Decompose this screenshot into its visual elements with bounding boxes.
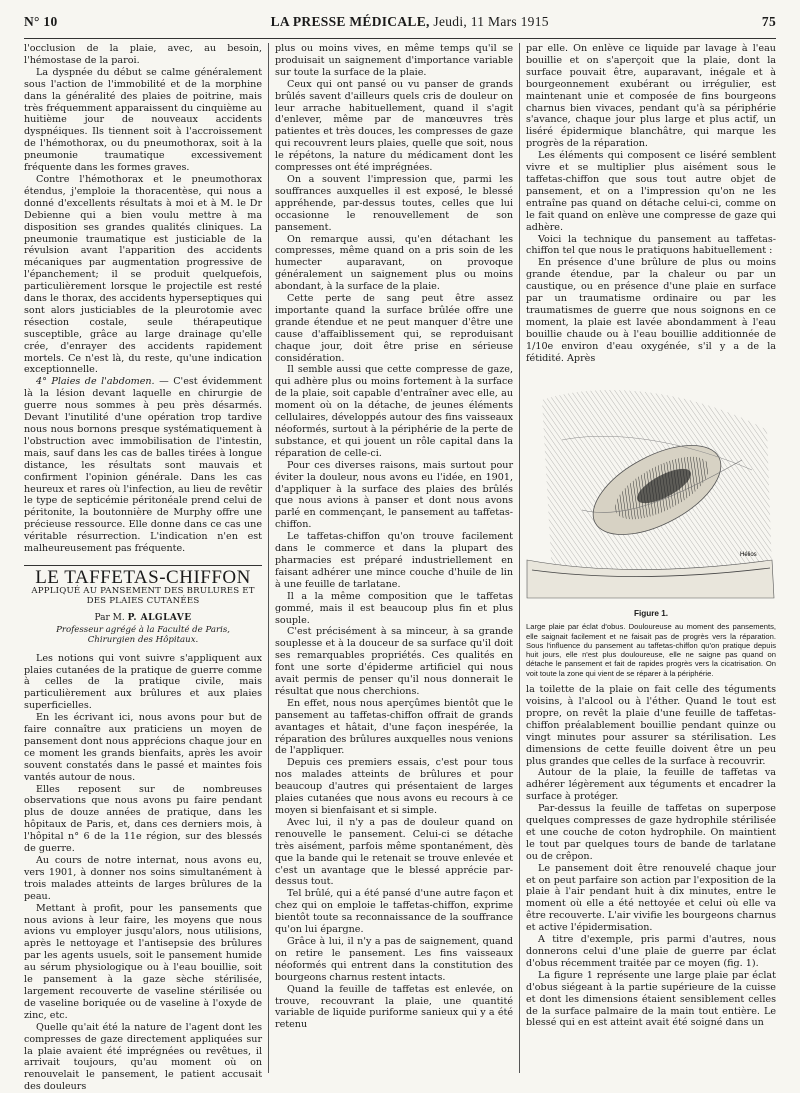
article-subtitle: APPLIQUÉ AU PANSEMENT DES BRULURES ET DES PLAIES CUTANÉES (31, 585, 255, 607)
author-prefix: Par M. (94, 612, 128, 623)
paragraph: Elles reposent sur de nombreuses observations que nous avons pu faire pendant plus de douze années de pratique, dans les hôpitaux de Paris, et, dans ces derniers mois, à l'hôpital n° 6 de la 11e région, sur des blessés de guerre. (24, 783, 263, 855)
column-divider (519, 43, 520, 1073)
paragraph: la toilette de la plaie on fait celle des téguments voisins, à l'alcool ou à l'éther. Quand le tout est propre, on revêt la plaie d'une feuille de taffetas-chiffon préalablement bouillie pendant quinze ou vingt minutes pour assurer sa stérilisation. Les dimensions de cette feuille doivent être un peu plus grandes que celles de la surface à recouvrir. (526, 684, 776, 767)
paragraph: l'occlusion de la plaie, avec, au besoin, l'hémostase de la paroi. (24, 43, 263, 66)
paragraph: Il semble aussi que cette compresse de gaze, qui adhère plus ou moins fortement à la surface de la plaie, soit capable d'entraîner avec elle, au moment où on la détache, de jeunes éléments cellulaires, développés autour des fins vaisseaux néoformés, surtout à la périphérie de la perte de substance, et qui jouent un rôle capital dans la réparation de celle-ci. (275, 364, 514, 459)
paragraph: Depuis ces premiers essais, c'est pour tous nos malades atteints de brûlures et pour beaucoup d'autres qui présentaient de larges plaies cutanées que nous avons eu recours à ce moyen si bienfaisant et si simple. (275, 757, 514, 816)
paragraph: C'est précisément à sa minceur, à sa grande souplesse et à la douceur de sa surface qu'il doit ses remarquables propriétés. Ces qualités en font une sorte d'épiderme artificiel qui nous avait permis de penser qu'il nous donnerait le résultat que nous cherchions. (275, 626, 514, 697)
paragraph: Le pansement doit être renouvelé chaque jour et on peut parfaire son action par l'exposition de la plaie à l'air pendant huit à dix minutes, entre le moment où elle a été nettoyée et celui où elle va être recouverte. L'air vivifie les bourgeons charnus et active l'épidermisation. (526, 862, 776, 934)
section-heading-abdomen: 4° Plaies de l'abdomen. (36, 376, 155, 388)
paragraph: Contre l'hémothorax et le pneumothorax étendus, j'emploie la thoracentèse, qui nous a donné d'excellents résultats à moi et à M. le Dr Debienne qui a bien voulu mettre à ma disposition ses grandes qualités cliniques. La pneumonie traumatique est justiciable de la révulsion avant l'apparition des accidents mécaniques par augmentation progressive de l'épanchement; il se produit quelquefois, particulièrement lorsque le projectile est resté dans le thorax, des accidents hyperseptiques qui sont alors justiciables de la pleurotomie avec résection costale, seule thérapeutique susceptible, grâce au large drainage qu'elle crée, d'enrayer des accidents rapidement mortels. Ce n'est là, du reste, qu'une indication exceptionnelle. (24, 173, 263, 376)
article-title: LE TAFFETAS-CHIFFON (35, 566, 251, 588)
article-author (24, 613, 262, 625)
paragraph-abdomen (24, 376, 262, 555)
abdomen-text: — C'est évidemment là la lésion devant laquelle en chirurgie de guerre nous sommes à peu près désarmés. Devant l'inutilité d'une opération trop tardive nous nous bornons presque systématiquement à l'obstruction avec immobilisation de l'intestin, mais, sauf dans les cas de balles tirées à longue distance, les résultats sont mauvais et confirment l'opinion générale. Dans les cas heureux et rares où l'infection, au lieu de revêtir le type de septicémie péritonéale prend celui de péritonite, la boutonnière de Murphy offre une précieuse ressource. Elle donne dans ce cas une véritable résurrection. L'indication n'en est malheureusement pas fréquente. (24, 376, 263, 555)
paragraph: On a souvent l'impression que, parmi les souffrances auxquelles il est exposé, le blessé appréhende, par-dessus toutes, celles que lui occasionne le renouvellement de son pansement. (275, 173, 514, 233)
journal-header (271, 14, 549, 30)
paragraph: On remarque aussi, qu'en détachant les compresses, même quand on a pris soin de les humecter auparavant, on provoque généralement un saignement plus ou moins abondant, à la surface de la plaie. (275, 233, 514, 293)
paragraph: Quand la feuille de taffetas est enlevée, on trouve, recouvrant la plaie, une quantité variable de liquide puriforme sanieux qui y a été retenu (275, 983, 514, 1031)
figure-caption: Large plaie par éclat d'obus. Douloureuse au moment des pansements, elle saignait facilement et ne faisait pas de progrès vers la réparation. Sous l'influence du pansement au taffetas-chiffon qu'on pratique depuis huit jours, elle n'est plus douloureuse, elle ne saigne pas quand on détache le pansement et fait de rapides progrès vers la cicatrisation. On voit toute la zone qui vient de se réparer à la périphérie. (526, 622, 776, 678)
masthead (24, 14, 776, 34)
column-1 (24, 43, 263, 1093)
title-rule (24, 565, 262, 566)
column-2 (275, 43, 513, 1073)
journal-name: LA PRESSE MÉDICALE, (270, 14, 430, 29)
columns (24, 43, 776, 1093)
paragraph: Voici la technique du pansement au taffetas-chiffon tel que nous le pratiquons habituellement : (526, 233, 776, 257)
figure-title: Figure 1. (633, 609, 669, 619)
paragraph: Cette perte de sang peut être assez importante quand la surface brûlée offre une grande étendue et ne peut manquer d'être une cause d'affaiblissement qui, se reproduisant chaque jour, doit être prise en sérieuse considération. (275, 293, 514, 364)
figure-1 (526, 364, 776, 678)
paragraph: Grâce à lui, il n'y a pas de saignement, quand on retire le pansement. Les fins vaisseaux néoformés qui entrent dans la constitution des bourgeons charnus restent intacts. (275, 935, 514, 983)
paragraph: Au cours de notre internat, nous avons eu, vers 1901, à donner nos soins simultanément à trois malades atteints de larges brûlures de la peau. (24, 855, 263, 902)
paragraph: Le taffetas-chiffon qu'on trouve facilement dans le commerce et dans la plupart des pharmacies est préparé industriellement en faisant adhérer une mince couche d'huile de lin à une feuille de tarlatane. (275, 531, 514, 590)
paragraph: La dyspnée du début se calme généralement sous l'action de l'immobilité et de la morphine dans la généralité des plaies de poitrine, mais très fréquemment apparaissent du cinquième au huitième jour de nouveaux accidents dyspnéiques. Ils tiennent soit à l'accroissement de l'hémothorax, ou du pneumothorax, soit à la pneumonie traumatique excessivement fréquente dans les formes graves. (24, 66, 263, 174)
paragraph: Ceux qui ont pansé ou vu panser de grands brûlés savent d'ailleurs quels cris de douleur on leur arrache habituellement, quand il s'agit d'enlever, même par de manœuvres très patientes et très douces, les compresses de gaze qui recouvrent leurs plaies, quelle que soit, nous le répétons, la nature du médicament dont les compresses ont été imprégnées. (275, 78, 514, 174)
paragraph: En les écrivant ici, nous avons pour but de faire connaître aux praticiens un moyen de pansement dont nous apprécions chaque jour en ce moment les grands bienfaits, après les avoir souvent constatés dans le passé et maintes fois vantés autour de nous. (24, 712, 263, 783)
paragraph: Pour ces diverses raisons, mais surtout pour éviter la douleur, nous avons eu l'idée, en 1901, d'appliquer à la surface des plaies des brûlés que nous avions à panser et dont nous avons parlé en commençant, le pansement au taffetas-chiffon. (275, 459, 514, 531)
author-name: P. ALGLAVE (127, 612, 192, 623)
issue-date: Jeudi, 11 Mars 1915 (433, 14, 549, 29)
paragraph: Par-dessus la feuille de taffetas on superpose quelques compresses de gaze hydrophile stérilisée et une couche de coton hydrophile. On maintient le tout par quelques tours de bande de tarlatane ou de crêpon. (526, 803, 776, 862)
author-affiliation-2: Chirurgien des Hôpitaux. (87, 634, 199, 645)
column-3 (526, 43, 776, 1073)
page-number: 75 (761, 14, 776, 29)
paragraph: Autour de la plaie, la feuille de taffetas va adhérer légèrement aux téguments et encadrer la surface à protéger. (526, 767, 776, 803)
paragraph: Tel brûlé, qui a été pansé d'une autre façon et chez qui on emploie le taffetas-chiffon, exprime bientôt toute sa reconnaissance de la souffrance qu'on lui épargne. (275, 888, 514, 936)
paragraph: En présence d'une brûlure de plus ou moins grande étendue, par la chaleur ou par un caustique, ou en présence d'une plaie en surface par un traumatisme ordinaire ou par les traumatismes de guerre que nous soignons en ce moment, la plaie est lavée abondamment à l'eau bouillie chaude ou à l'eau bouillie additionnée de 1/10e environ d'eau oxygénée, s'il y a de la fétidité. Après (526, 257, 776, 364)
paragraph: Il a la même composition que le taffetas gommé, mais il est beaucoup plus fin et plus souple. (275, 590, 514, 626)
issue-number: N° 10 (24, 14, 58, 29)
paragraph: plus ou moins vives, en même temps qu'il se produisait un saignement d'importance variable sur toute la surface de la plaie. (275, 43, 514, 78)
paragraph: par elle. On enlève ce liquide par lavage à l'eau bouillie et on s'aperçoit que la plaie, dont la surface pouvait être, auparavant, inégale et à bourgeonnement exubérant ou irrégulier, est maintenant unie et composée de fins bourgeons charnus bien vivaces, pendant qu'à sa périphérie s'avance, chaque jour plus large et plus actif, un liséré épidermique blanchâtre, qui marque les progrès de la réparation. (526, 43, 776, 150)
header-rule (24, 38, 776, 39)
paragraph: Quelle qu'ait été la nature de l'agent dont les compresses de gaze directement appliquées sur la plaie avaient été imprégnées ou revêtues, il arrivait toujours, qu'au moment où on renouvelait le pansement, le patient accusait des douleurs (24, 1021, 263, 1093)
paragraph: Avec lui, il n'y a pas de douleur quand on renouvelle le pansement. Celui-ci se détache très aisément, parfois même spontanément, dès que la bande qui le retenait se trouve enlevée et c'est un avantage que le blessé apprécie par-dessus tout. (275, 816, 514, 888)
paragraph: Mettant à profit, pour les pansements que nous avions à leur faire, les moyens que nous avions vu employer jusqu'alors, nous utilisions, après le nettoyage et l'antisepsie des brûlures par les agents usuels, soit le pansement humide au sérum physiologique ou à l'eau bouillie, soit le pansement à la gaze sèche stérilisée, largement recouverte de vaseline stérilisée ou de vaseline boriquée ou de vaseline à l'oxyde de zinc, etc. (24, 902, 263, 1021)
engraver-signature: Hélios (740, 552, 757, 559)
paragraph: A titre d'exemple, pris parmi d'autres, nous donnerons celui d'une plaie de guerre par éclat d'obus récemment traitée par ce moyen (fig. 1). (526, 934, 776, 969)
paragraph: En effet, nous nous aperçûmes bientôt que le pansement au taffetas-chiffon offrait de grands avantages et hâtait, d'une façon inespérée, la réparation des brûlures auxquelles nous venions de l'appliquer. (275, 697, 514, 757)
article-header (24, 565, 262, 645)
paragraph: Les notions qui vont suivre s'appliquent aux plaies cutanées de la pratique de guerre comme à celles de la pratique civile, mais particulièrement aux brûlures et aux plaies superficielles. (24, 652, 263, 712)
wound-illustration (522, 370, 780, 600)
paragraph: Les éléments qui composent ce liséré semblent vivre et se multiplier plus aisément sous le taffetas-chiffon que sous tout autre objet de pansement, et on a l'impression qu'on ne les entraîne pas quand on détache celui-ci, comme on le fait quand on enlève une compresse de gaze qui adhère. (526, 150, 776, 233)
author-affiliation-1: Professeur agrégé à la Faculté de Paris, (56, 624, 230, 635)
paragraph: La figure 1 représente une large plaie par éclat d'obus siégeant à la partie supérieure de la cuisse et dont les dimensions étaient sensiblement celles de la surface palmaire de la main tout entière. Le blessé qui en est atteint avait été soigné dans un (526, 969, 776, 1029)
column-divider (268, 43, 269, 1073)
